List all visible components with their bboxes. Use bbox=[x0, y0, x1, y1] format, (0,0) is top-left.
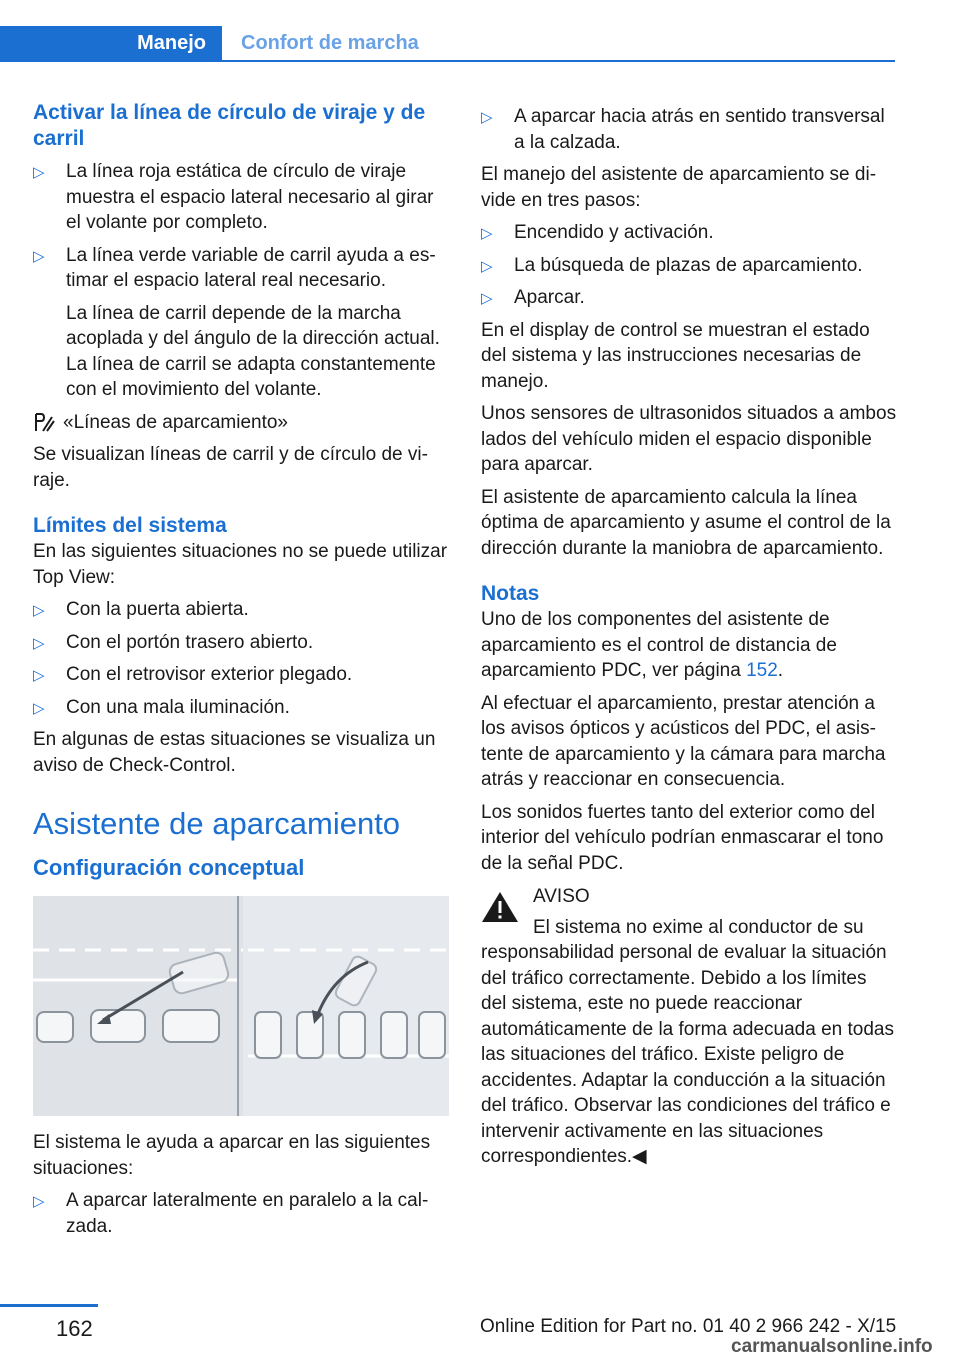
bullet-triangle-icon: ▷ bbox=[33, 667, 45, 684]
bullet-triangle-icon: ▷ bbox=[481, 257, 493, 275]
bullet-limites-2: ▷ Con el portón trasero abierto. bbox=[33, 630, 449, 656]
heading-config: Configuración conceptual bbox=[33, 855, 305, 880]
calcula-text: El asistente de aparcamiento calcula la línea óptima de aparcamiento y asume el control de la dirección durante la maniobra de aparcamiento. bbox=[481, 486, 891, 559]
lineas-text: Se visualizan líneas de carril y de círculo de viraje. bbox=[33, 444, 428, 491]
bullet-paso-1: ▷ Encendido y activación. bbox=[481, 220, 897, 246]
bullet-limites-1: ▷ Con la puerta abierta. bbox=[33, 597, 449, 623]
bullet-triangle-icon: ▷ bbox=[481, 290, 493, 307]
header-section[interactable]: Manejo bbox=[0, 26, 222, 60]
heading-limites: Límites del sistema bbox=[33, 514, 227, 537]
notas-text: Uno de los componentes del asistente de aparcamiento es el control de distancia de aparcamiento PDC, ver página 152. bbox=[481, 609, 837, 681]
sensores-text: Unos sensores de ultrasonidos situados a ambos lados del vehículo miden el espacio disponible para aparcar. bbox=[481, 403, 897, 475]
manejo-intro: El manejo del asistente de aparcamiento se divide en tres pasos: bbox=[481, 164, 877, 211]
bullet-triangle-icon: ▷ bbox=[33, 164, 45, 181]
header-bar bbox=[0, 26, 895, 62]
efectuar-text: Al efectuar el aparcamiento, prestar atención a los avisos ópticos y acústicos del PDC, el asistente de aparcamiento y la cámara para marcha atrás y reaccionar en consecuencia. bbox=[481, 692, 886, 790]
parking-lines-icon bbox=[33, 411, 55, 433]
warning-block bbox=[481, 884, 897, 1170]
edition-footer: Online Edition for Part no. 01 40 2 966 242 - X/15 bbox=[480, 1316, 897, 1337]
page-ref-link[interactable]: 152 bbox=[746, 660, 778, 681]
warning-first-line: El sistema no exime al conductor de su bbox=[533, 916, 864, 938]
heading-asistente: Asistente de aparcamiento bbox=[33, 806, 401, 841]
bullet-triangle-icon: ▷ bbox=[33, 247, 45, 265]
bullet-triangle-icon: ▷ bbox=[33, 1193, 45, 1210]
bullet-triangle-icon: ▷ bbox=[33, 634, 45, 652]
bullet-paso-2: ▷ La búsqueda de plazas de aparcamiento. bbox=[481, 253, 897, 279]
bullet-limites-3: ▷ Con el retrovisor exterior plegado. bbox=[33, 662, 449, 688]
header-subsection[interactable]: Confort de marcha bbox=[241, 32, 419, 54]
watermark: carmanualsonline.info bbox=[731, 1336, 933, 1357]
right-column bbox=[481, 104, 897, 1170]
bullet-triangle-icon: ▷ bbox=[481, 225, 493, 242]
limites-intro: En las siguientes situaciones no se puede utilizar Top View: bbox=[33, 541, 448, 588]
heading-activar: Activar la línea de círculo de viraje y de carril bbox=[33, 101, 426, 150]
lineas-row bbox=[33, 410, 449, 436]
indent-paragraph: La línea de carril depende de la marcha acoplada y del ángulo de la dirección actual. La línea de carril se adapta constantemente con el movimiento del volante. bbox=[66, 302, 440, 400]
heading-notas: Notas bbox=[481, 582, 540, 605]
bullet-transversal: ▷ A aparcar hacia atrás en sentido transversal a la calzada. bbox=[481, 106, 885, 153]
bullet-triangle-icon: ▷ bbox=[33, 699, 45, 717]
bullet-limites-4: ▷ Con una mala iluminación. bbox=[33, 695, 449, 721]
page-number-rule bbox=[0, 1304, 98, 1307]
page-number: 162 bbox=[56, 1316, 93, 1341]
bullet-ayuda: ▷ A aparcar lateralmente en paralelo a la calzada. bbox=[33, 1190, 429, 1237]
warning-icon bbox=[481, 890, 519, 924]
parking-illustration bbox=[33, 896, 449, 1116]
bullet-activar-1: ▷ La línea roja estática de círculo de viraje muestra el espacio lateral necesario al girar el volante por completo. bbox=[33, 161, 434, 233]
bullet-triangle-icon: ▷ bbox=[33, 602, 45, 619]
sonidos-text: Los sonidos fuertes tanto del exterior como del interior del vehículo podrían enmascarar el tono de la señal PDC. bbox=[481, 801, 884, 874]
parking-illustration-svg bbox=[33, 896, 449, 1116]
ayuda-intro: El sistema le ayuda a aparcar en las siguientes situaciones: bbox=[33, 1132, 431, 1179]
lineas-label: «Líneas de aparcamiento» bbox=[63, 411, 288, 433]
bullet-paso-3: ▷ Aparcar. bbox=[481, 285, 897, 311]
left-column bbox=[33, 100, 449, 1239]
bullet-activar-2: ▷ La línea verde variable de carril ayuda a estimar el espacio lateral real necesario. bbox=[33, 244, 436, 291]
warning-rest: responsabilidad personal de evaluar la situación del tráfico correctamente. Debido a los límites del sistema, este no puede reaccionar automáticamente de la forma adecuada en todas las situaciones del tráfico. Existe peligro de accidentes. Adaptar la conducción a la situación del tráfico. Observar las condiciones del tráfico e intervenir activamente en las situaciones correspondientes.◀ bbox=[481, 942, 894, 1167]
bullet-triangle-icon: ▷ bbox=[481, 109, 493, 126]
limites-after: En algunas de estas situaciones se visualiza un aviso de Check-Control. bbox=[33, 729, 436, 776]
display-text: En el display de control se muestran el estado del sistema y las instrucciones necesarias de manejo. bbox=[481, 319, 870, 392]
warning-title: AVISO bbox=[533, 886, 590, 907]
